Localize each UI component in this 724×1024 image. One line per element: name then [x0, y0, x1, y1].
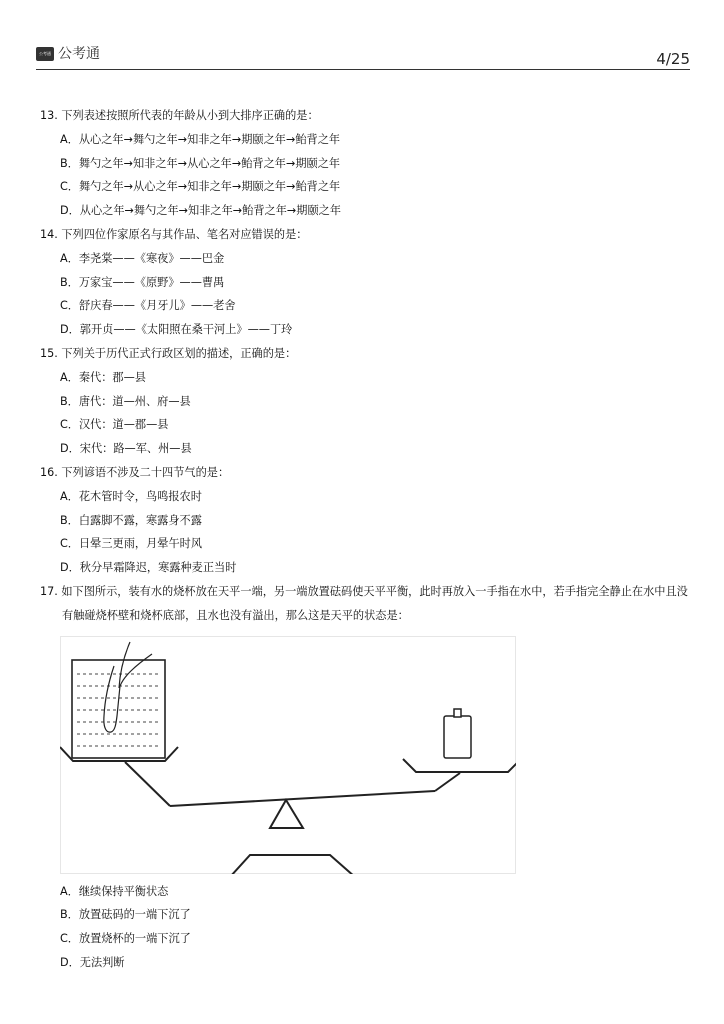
- question-number: 14.: [40, 227, 58, 241]
- question-text: 下列关于历代正式行政区划的描述，正确的是：: [61, 346, 297, 360]
- finger-icon: [104, 642, 152, 732]
- option-d: D．秋分早霜降迟，寒露种麦正当时: [60, 561, 237, 575]
- page-number: 4/25: [656, 50, 690, 68]
- brand-name: 公考通: [58, 46, 100, 62]
- question-text: 下列谚语不涉及二十四节气的是：: [61, 465, 230, 479]
- weight-icon: [444, 709, 471, 758]
- question-15: [40, 342, 692, 461]
- option-c: C．舞勺之年→从心之年→知非之年→期颐之年→鲐背之年: [60, 180, 341, 194]
- option-b: B．白露脚不露，寒露身不露: [60, 513, 202, 527]
- header-divider: [36, 69, 690, 70]
- question-13: [40, 104, 692, 223]
- question-number: 16.: [40, 465, 58, 479]
- question-stem: [40, 342, 692, 366]
- logo-badge-icon: 公考通: [36, 47, 54, 61]
- option-d: D．宋代：路—军、州—县: [60, 442, 192, 456]
- brand-logo: [36, 46, 100, 62]
- question-text: 下列四位作家原名与其作品、笔名对应错误的是：: [61, 227, 308, 241]
- option-c: C．日晕三更雨，月晕午时风: [60, 537, 203, 551]
- question-list: [40, 104, 692, 975]
- question-stem: [40, 223, 692, 247]
- option-c: C．舒庆春——《月牙儿》——老舍: [60, 299, 236, 313]
- question-14: [40, 223, 692, 342]
- option-a: A．秦代：郡—县: [60, 370, 146, 384]
- option-a: A．花木管时令，鸟鸣报农时: [60, 489, 202, 503]
- question-number: 17.: [40, 584, 58, 598]
- page-header: [36, 40, 690, 70]
- option-b: B．舞勺之年→知非之年→从心之年→鲐背之年→期颐之年: [60, 156, 341, 170]
- question-stem: [40, 580, 692, 628]
- option-b: B．万家宝——《原野》——曹禺: [60, 275, 225, 289]
- option-d: D．从心之年→舞勺之年→知非之年→鲐背之年→期颐之年: [60, 204, 342, 218]
- question-number: 13.: [40, 109, 58, 122]
- question-stem: [40, 461, 692, 485]
- option-b: B．唐代：道—州、府—县: [60, 394, 191, 408]
- scale-icon: [60, 747, 516, 874]
- option-a: A．继续保持平衡状态: [60, 884, 169, 898]
- option-d: D．无法判断: [60, 955, 125, 969]
- question-stem: [40, 104, 692, 128]
- beaker-icon: [72, 660, 165, 758]
- option-a: A．从心之年→舞勺之年→知非之年→期颐之年→鲐背之年: [60, 132, 341, 146]
- balance-scale-illustration: [60, 636, 516, 874]
- question-17: [40, 580, 692, 975]
- option-c: C．放置烧杯的一端下沉了: [60, 932, 191, 946]
- question-text: 如下图所示，装有水的烧杯放在天平一端，另一端放置砝码使天平平衡，此时再放入一手指在水中，若手指完全静止在水中且没有触碰烧杯壁和烧杯底部，且水也没有溢出，那么这是天平的状态是：: [61, 584, 688, 622]
- question-16: [40, 461, 692, 580]
- question-text: 下列表述按照所代表的年龄从小到大排序正确的是：: [61, 109, 319, 122]
- option-c: C．汉代：道—郡—县: [60, 418, 169, 432]
- question-number: 15.: [40, 346, 58, 360]
- balance-scale-figure: [60, 636, 516, 874]
- option-a: A．李尧棠——《寒夜》——巴金: [60, 251, 225, 265]
- option-d: D．郭开贞——《太阳照在桑干河上》——丁玲: [60, 323, 293, 337]
- option-b: B．放置砝码的一端下沉了: [60, 908, 191, 922]
